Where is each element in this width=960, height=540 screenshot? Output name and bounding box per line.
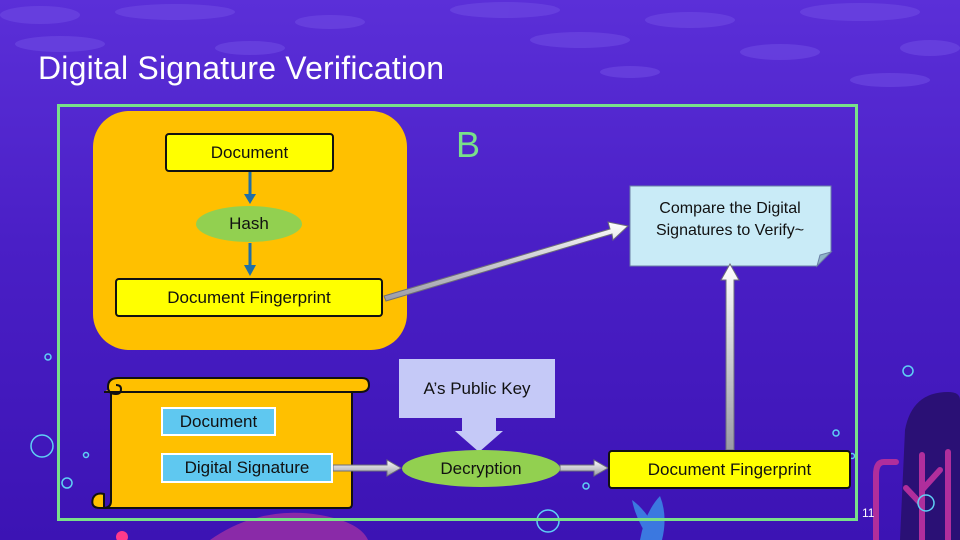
scroll-shape: [92, 378, 369, 508]
document-fingerprint-box: Document Fingerprint: [115, 278, 383, 317]
hash-ellipse: Hash: [196, 206, 302, 242]
section-label: B: [456, 124, 481, 165]
page-title: Digital Signature Verification: [38, 50, 445, 86]
public-key-label: A’s Public Key: [423, 378, 531, 398]
panel-arrows: [244, 172, 256, 276]
compare-note-text: Compare the Digital Signatures to Verify~: [655, 200, 805, 239]
decryption-ellipse: Decryption: [402, 450, 560, 487]
digital-signature-chip: Digital Signature: [161, 453, 333, 483]
slide-number: 11: [862, 506, 875, 520]
result-fingerprint-box: Document Fingerprint: [608, 450, 851, 489]
scroll-document-chip: Document: [161, 407, 276, 436]
document-box: Document: [165, 133, 334, 172]
